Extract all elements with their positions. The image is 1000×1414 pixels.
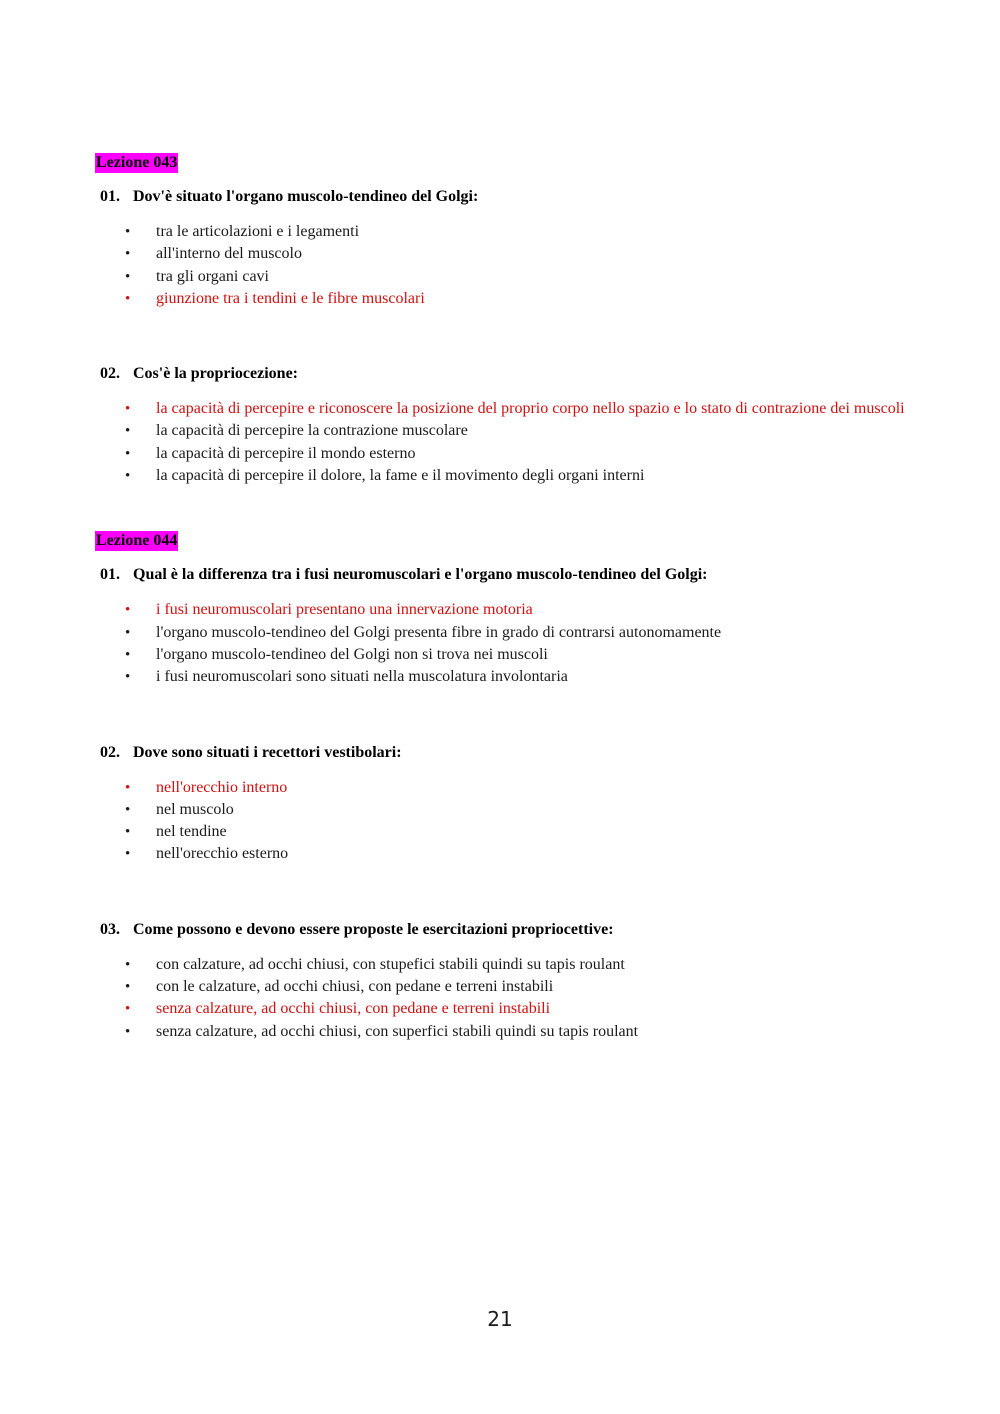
question-text: Dov'è situato l'organo muscolo-tendineo del Golgi: <box>133 188 479 205</box>
answer-list <box>95 954 905 1043</box>
answer-item-correct: • senza calzature, ad occhi chiusi, con pedane e terreni instabili <box>95 998 905 1020</box>
answer-item: • la capacità di percepire il dolore, la fame e il movimento degli organi interni <box>95 465 905 487</box>
bullet-icon: • <box>125 846 131 863</box>
answer-item-correct: • giunzione tra i tendini e le fibre muscolari <box>95 288 905 310</box>
bullet-icon: • <box>125 602 131 619</box>
bullet-icon: • <box>125 1001 131 1018</box>
answer-item: • nell'orecchio esterno <box>95 843 905 865</box>
answer-item: • l'organo muscolo-tendineo del Golgi non si trova nei muscoli <box>95 644 905 666</box>
bullet-icon: • <box>125 824 131 841</box>
answer-item-correct: • nell'orecchio interno <box>95 777 905 799</box>
bullet-icon: • <box>125 445 131 462</box>
answer-item: • la capacità di percepire il mondo esterno <box>95 443 905 465</box>
question-number: 01. <box>100 188 120 205</box>
question-number: 02. <box>100 365 120 383</box>
question-044-02 <box>95 743 905 866</box>
page-content <box>95 153 905 1043</box>
answer-list <box>95 398 905 487</box>
bullet-icon: • <box>125 956 131 973</box>
bullet-icon: • <box>125 669 131 686</box>
question-text: Qual è la differenza tra i fusi neuromuscolari e l'organo muscolo-tendineo del Golgi: <box>133 566 708 584</box>
bullet-icon: • <box>125 246 131 263</box>
question-number: 01. <box>100 566 120 584</box>
answer-item: • tra gli organi cavi <box>95 266 905 288</box>
answer-list <box>95 777 905 866</box>
question-044-03 <box>95 920 905 1043</box>
bullet-icon: • <box>125 646 131 663</box>
question-text: Dove sono situati i recettori vestibolari: <box>133 743 402 761</box>
question-text: Cos'è la propriocezione: <box>133 365 299 383</box>
bullet-icon: • <box>125 468 131 485</box>
bullet-icon: • <box>125 401 131 418</box>
answer-item: • con calzature, ad occhi chiusi, con stupefici stabili quindi su tapis roulant <box>95 954 905 976</box>
bullet-icon: • <box>125 224 131 240</box>
page-number: 21 <box>487 1307 513 1331</box>
lesson-title: Lezione 043 <box>96 154 178 171</box>
lesson-043 <box>95 153 905 487</box>
question-number: 02. <box>100 743 120 761</box>
answer-item: • all'interno del muscolo <box>95 243 905 265</box>
bullet-icon: • <box>125 268 131 285</box>
answer-list <box>95 599 905 688</box>
bullet-icon: • <box>125 979 131 996</box>
answer-item: • i fusi neuromuscolari sono situati nella muscolatura involontaria <box>95 666 905 688</box>
answer-item: • nel tendine <box>95 821 905 843</box>
answer-item: • la capacità di percepire la contrazione muscolare <box>95 420 905 442</box>
bullet-icon: • <box>125 1023 131 1040</box>
bullet-icon: • <box>125 779 131 796</box>
lesson-044 <box>95 531 905 1043</box>
question-043-02 <box>95 364 905 487</box>
answer-item: • con le calzature, ad occhi chiusi, con pedane e terreni instabili <box>95 976 905 998</box>
question-text: Come possono e devono essere proposte le esercitazioni propriocettive: <box>133 920 614 938</box>
lesson-title: Lezione 044 <box>96 532 178 550</box>
answer-list <box>95 221 905 310</box>
question-043-01 <box>95 187 905 310</box>
answer-item: • senza calzature, ad occhi chiusi, con superfici stabili quindi su tapis roulant <box>95 1021 905 1043</box>
answer-item: • nel muscolo <box>95 799 905 821</box>
answer-item-correct: • la capacità di percepire e riconoscere la posizione del proprio corpo nello spazio e lo stato di contrazione dei muscoli <box>95 398 905 420</box>
bullet-icon: • <box>125 290 131 307</box>
question-044-01 <box>95 565 905 688</box>
bullet-icon: • <box>125 624 131 641</box>
bullet-icon: • <box>125 423 131 440</box>
answer-item: • tra le articolazioni e i legamenti <box>95 221 905 243</box>
answer-item: • l'organo muscolo-tendineo del Golgi presenta fibre in grado di contrarsi autonomamente <box>95 622 905 644</box>
answer-item-correct: • i fusi neuromuscolari presentano una innervazione motoria <box>95 599 905 621</box>
question-number: 03. <box>100 920 120 938</box>
bullet-icon: • <box>125 801 131 818</box>
